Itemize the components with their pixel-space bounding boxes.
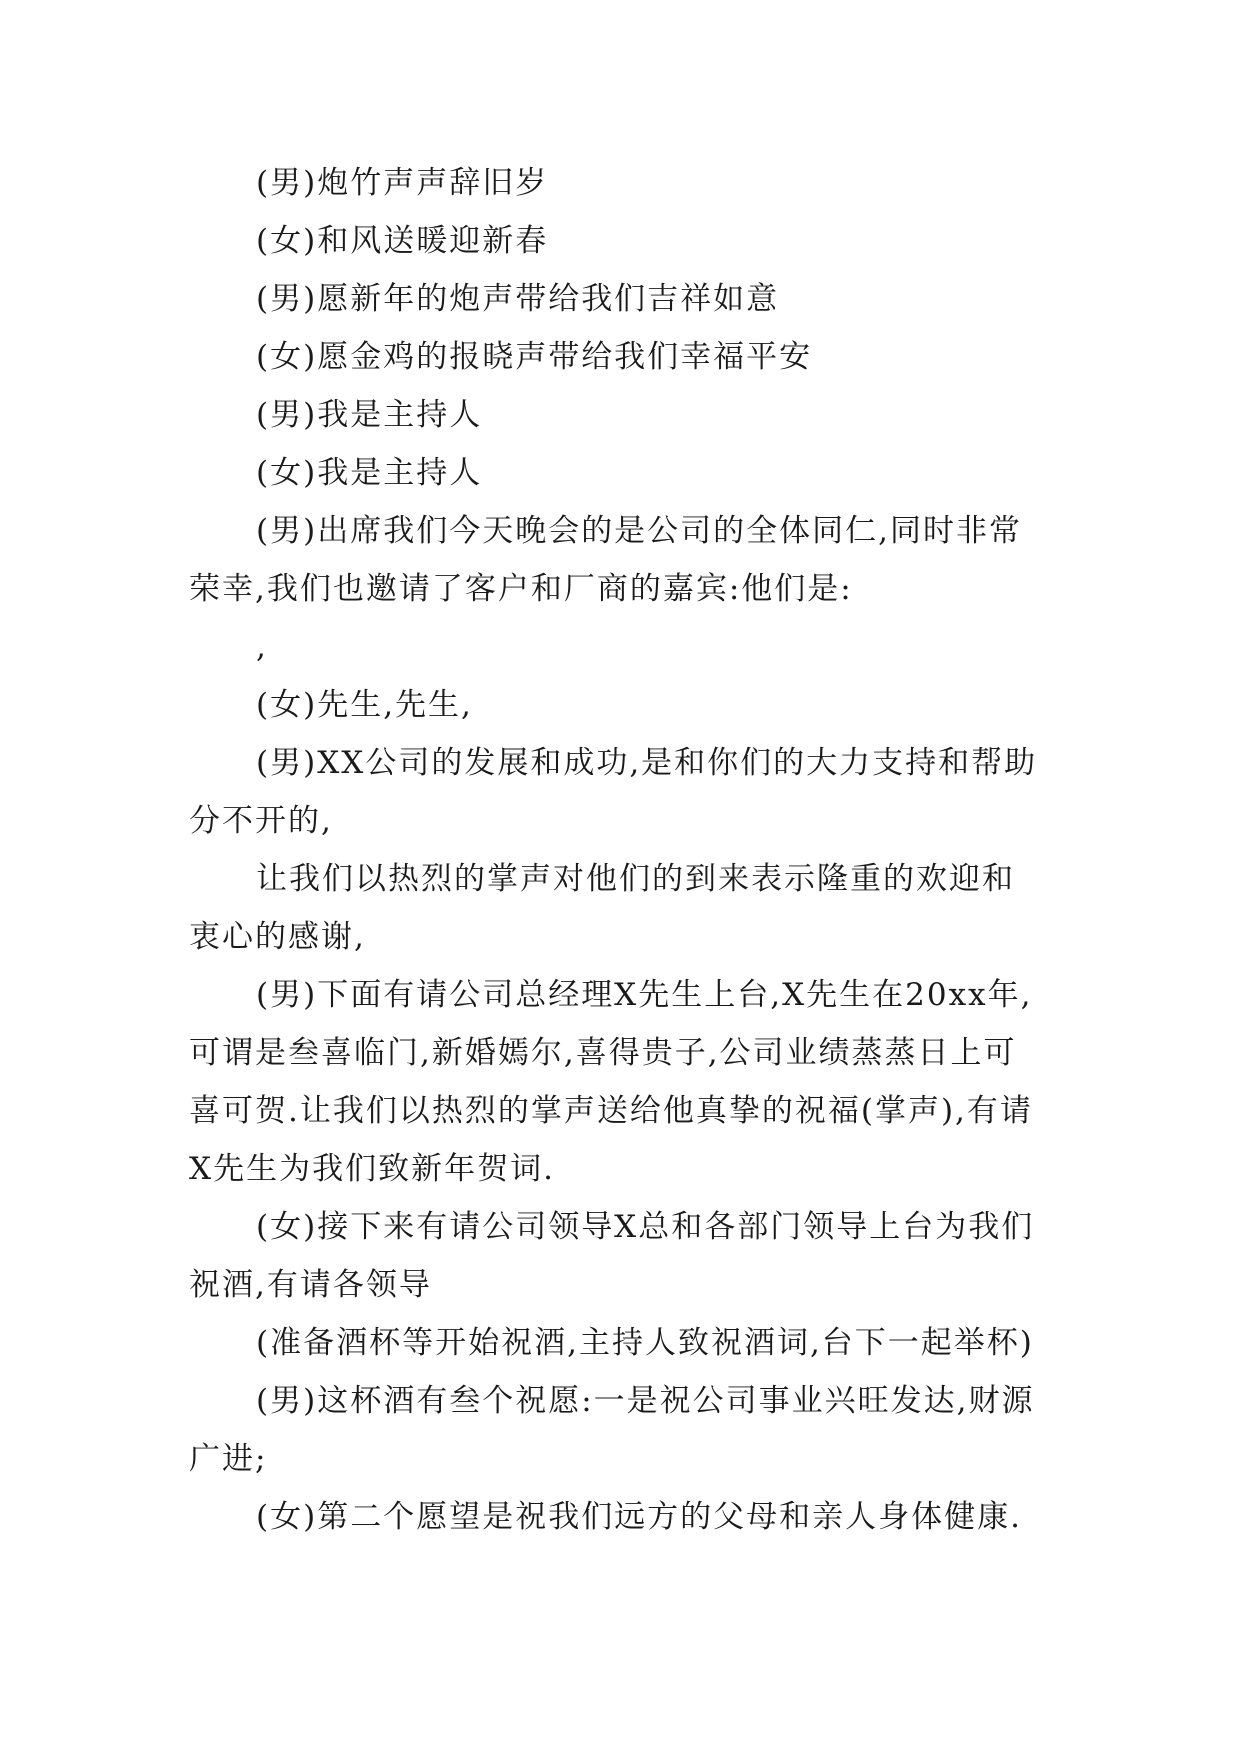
script-line: 可谓是叁喜临门,新婚嫣尔,喜得贵子,公司业绩蒸蒸日上可 [189,1035,1017,1071]
script-line: (男)这杯酒有叁个祝愿:一是祝公司事业兴旺发达,财源 [256,1383,1035,1419]
script-line: (男)炮竹声声辞旧岁 [256,165,549,201]
script-line: (女)第二个愿望是祝我们远方的父母和亲人身体健康. [256,1499,1023,1535]
script-line: 衷心的感谢, [189,919,366,955]
script-line: 荣幸,我们也邀请了客户和厂商的嘉宾:他们是: [189,571,853,607]
script-line: (准备酒杯等开始祝酒,主持人致祝酒词,台下一起举杯) [256,1325,1034,1361]
script-line: 喜可贺.让我们以热烈的掌声送给他真挚的祝福(掌声),有请 [189,1093,1033,1129]
script-line: (女)先生,先生, [256,687,473,723]
script-line: (女)愿金鸡的报晓声带给我们幸福平安 [256,339,813,375]
script-line: , [256,629,268,665]
script-line: (男)XX公司的发展和成功,是和你们的大力支持和帮助 [256,745,1038,781]
script-line: (男)下面有请公司总经理X先生上台,X先生在20xx年, [256,977,1033,1013]
script-line: (女)我是主持人 [256,455,483,491]
script-line: 广进; [189,1441,268,1477]
script-line: X先生为我们致新年贺词. [189,1151,555,1187]
script-line: 分不开的, [189,803,333,839]
script-line: (男)出席我们今天晚会的是公司的全体同仁,同时非常 [256,513,1023,549]
script-line: (男)我是主持人 [256,397,483,433]
script-line: 让我们以热烈的掌声对他们的到来表示隆重的欢迎和 [256,861,1015,897]
script-line: 祝酒,有请各领导 [189,1267,432,1303]
script-line: (女)接下来有请公司领导X总和各部门领导上台为我们 [256,1209,1035,1245]
script-line: (男)愿新年的炮声带给我们吉祥如意 [256,281,780,317]
script-line: (女)和风送暖迎新春 [256,223,549,259]
